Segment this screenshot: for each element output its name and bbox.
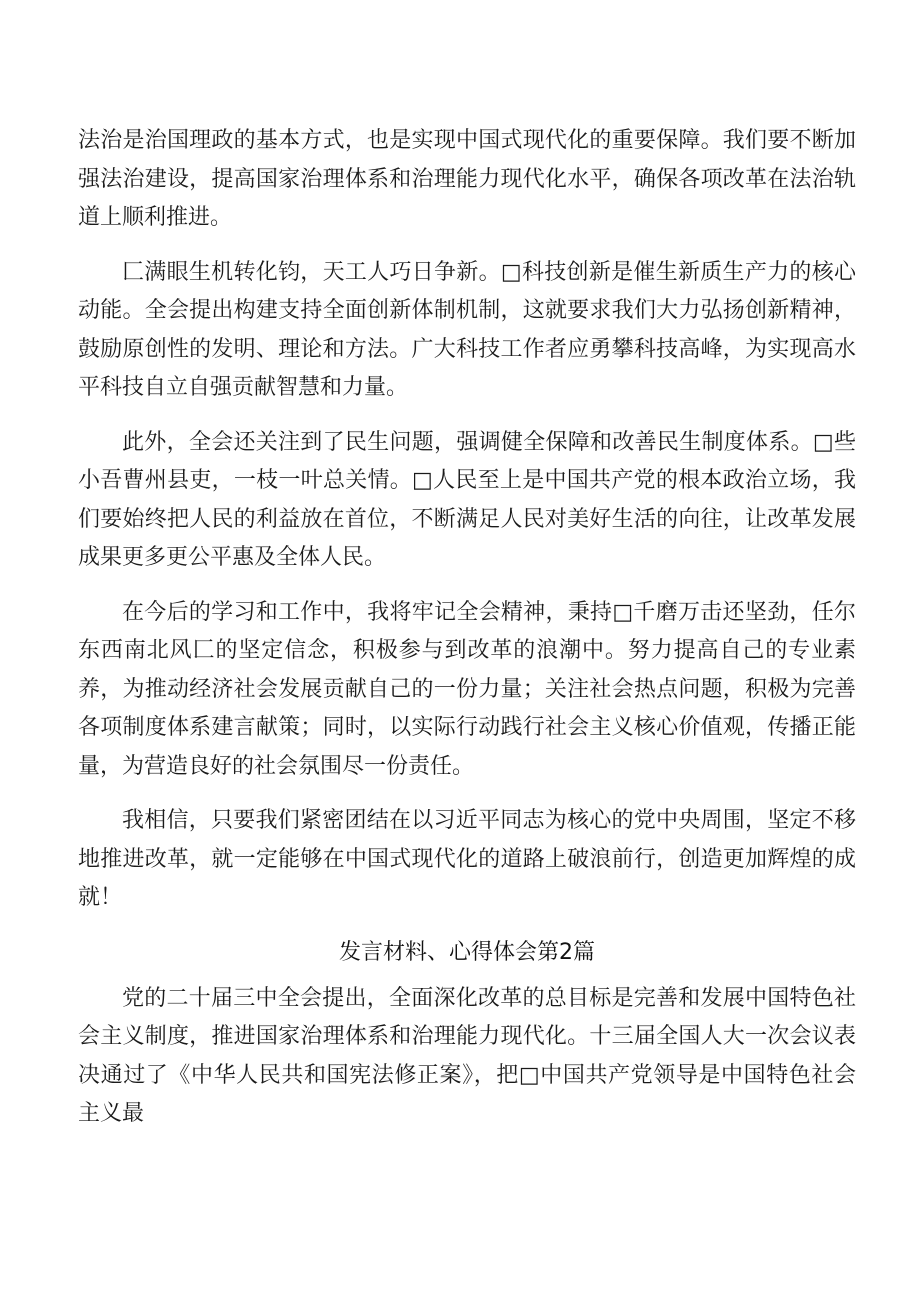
paragraph-future-work: 在今后的学习和工作中，我将牢记全会精神，秉持□千磨万击还坚劲，任尔东西南北风匚的坚定信念，积极参与到改革的浪潮中。努力提高自己的专业素养，为推动经济社会发展贡献自己的一份力量；关注社会热点问题，积极为完善各项制度体系建言献策；同时，以实际行动践行社会主义核心价值观，传播正能量，为营造良好的社会氛围尽一份责任。	[78, 599, 856, 779]
paragraph-rule-of-law: 法治是治国理政的基本方式，也是实现中国式现代化的重要保障。我们要不断加强法治建设，提高国家治理体系和治理能力现代化水平，确保各项改革在法治轨道上顺利推进。	[78, 128, 856, 230]
paragraph-section-2-intro: 党的二十届三中全会提出，全面深化改革的总目标是完善和发展中国特色社会主义制度，推进国家治理体系和治理能力现代化。十三届全国人大一次会议表决通过了《中华人民共和国宪法修正案》，把□中国共产党领导是中国特色社会主义最	[78, 985, 856, 1126]
paragraph-tech-innovation: 匚满眼生机转化钧，天工人巧日争新。□科技创新是催生新质生产力的核心动能。全会提出构建支持全面创新体制机制，这就要求我们大力弘扬创新精神，鼓励原创性的发明、理论和方法。广大科技工作者应勇攀科技高峰，为实现高水平科技自立自强贡献智慧和力量。	[78, 259, 856, 400]
document-body	[78, 122, 856, 1150]
section-heading: 发言材料、心得体会第2篇	[339, 939, 595, 965]
paragraph-conclusion: 我相信，只要我们紧密团结在以习近平同志为核心的党中央周围，坚定不移地推进改革，就一定能够在中国式现代化的道路上破浪前行，创造更加辉煌的成就！	[78, 808, 856, 910]
paragraph-livelihood: 此外，全会还关注到了民生问题，强调健全保障和改善民生制度体系。□些小吾曹州县吏，一枝一叶总关情。□人民至上是中国共产党的根本政治立场，我们要始终把人民的利益放在首位，不断满足人民对美好生活的向往，让改革发展成果更多更公平惠及全体人民。	[78, 429, 856, 570]
